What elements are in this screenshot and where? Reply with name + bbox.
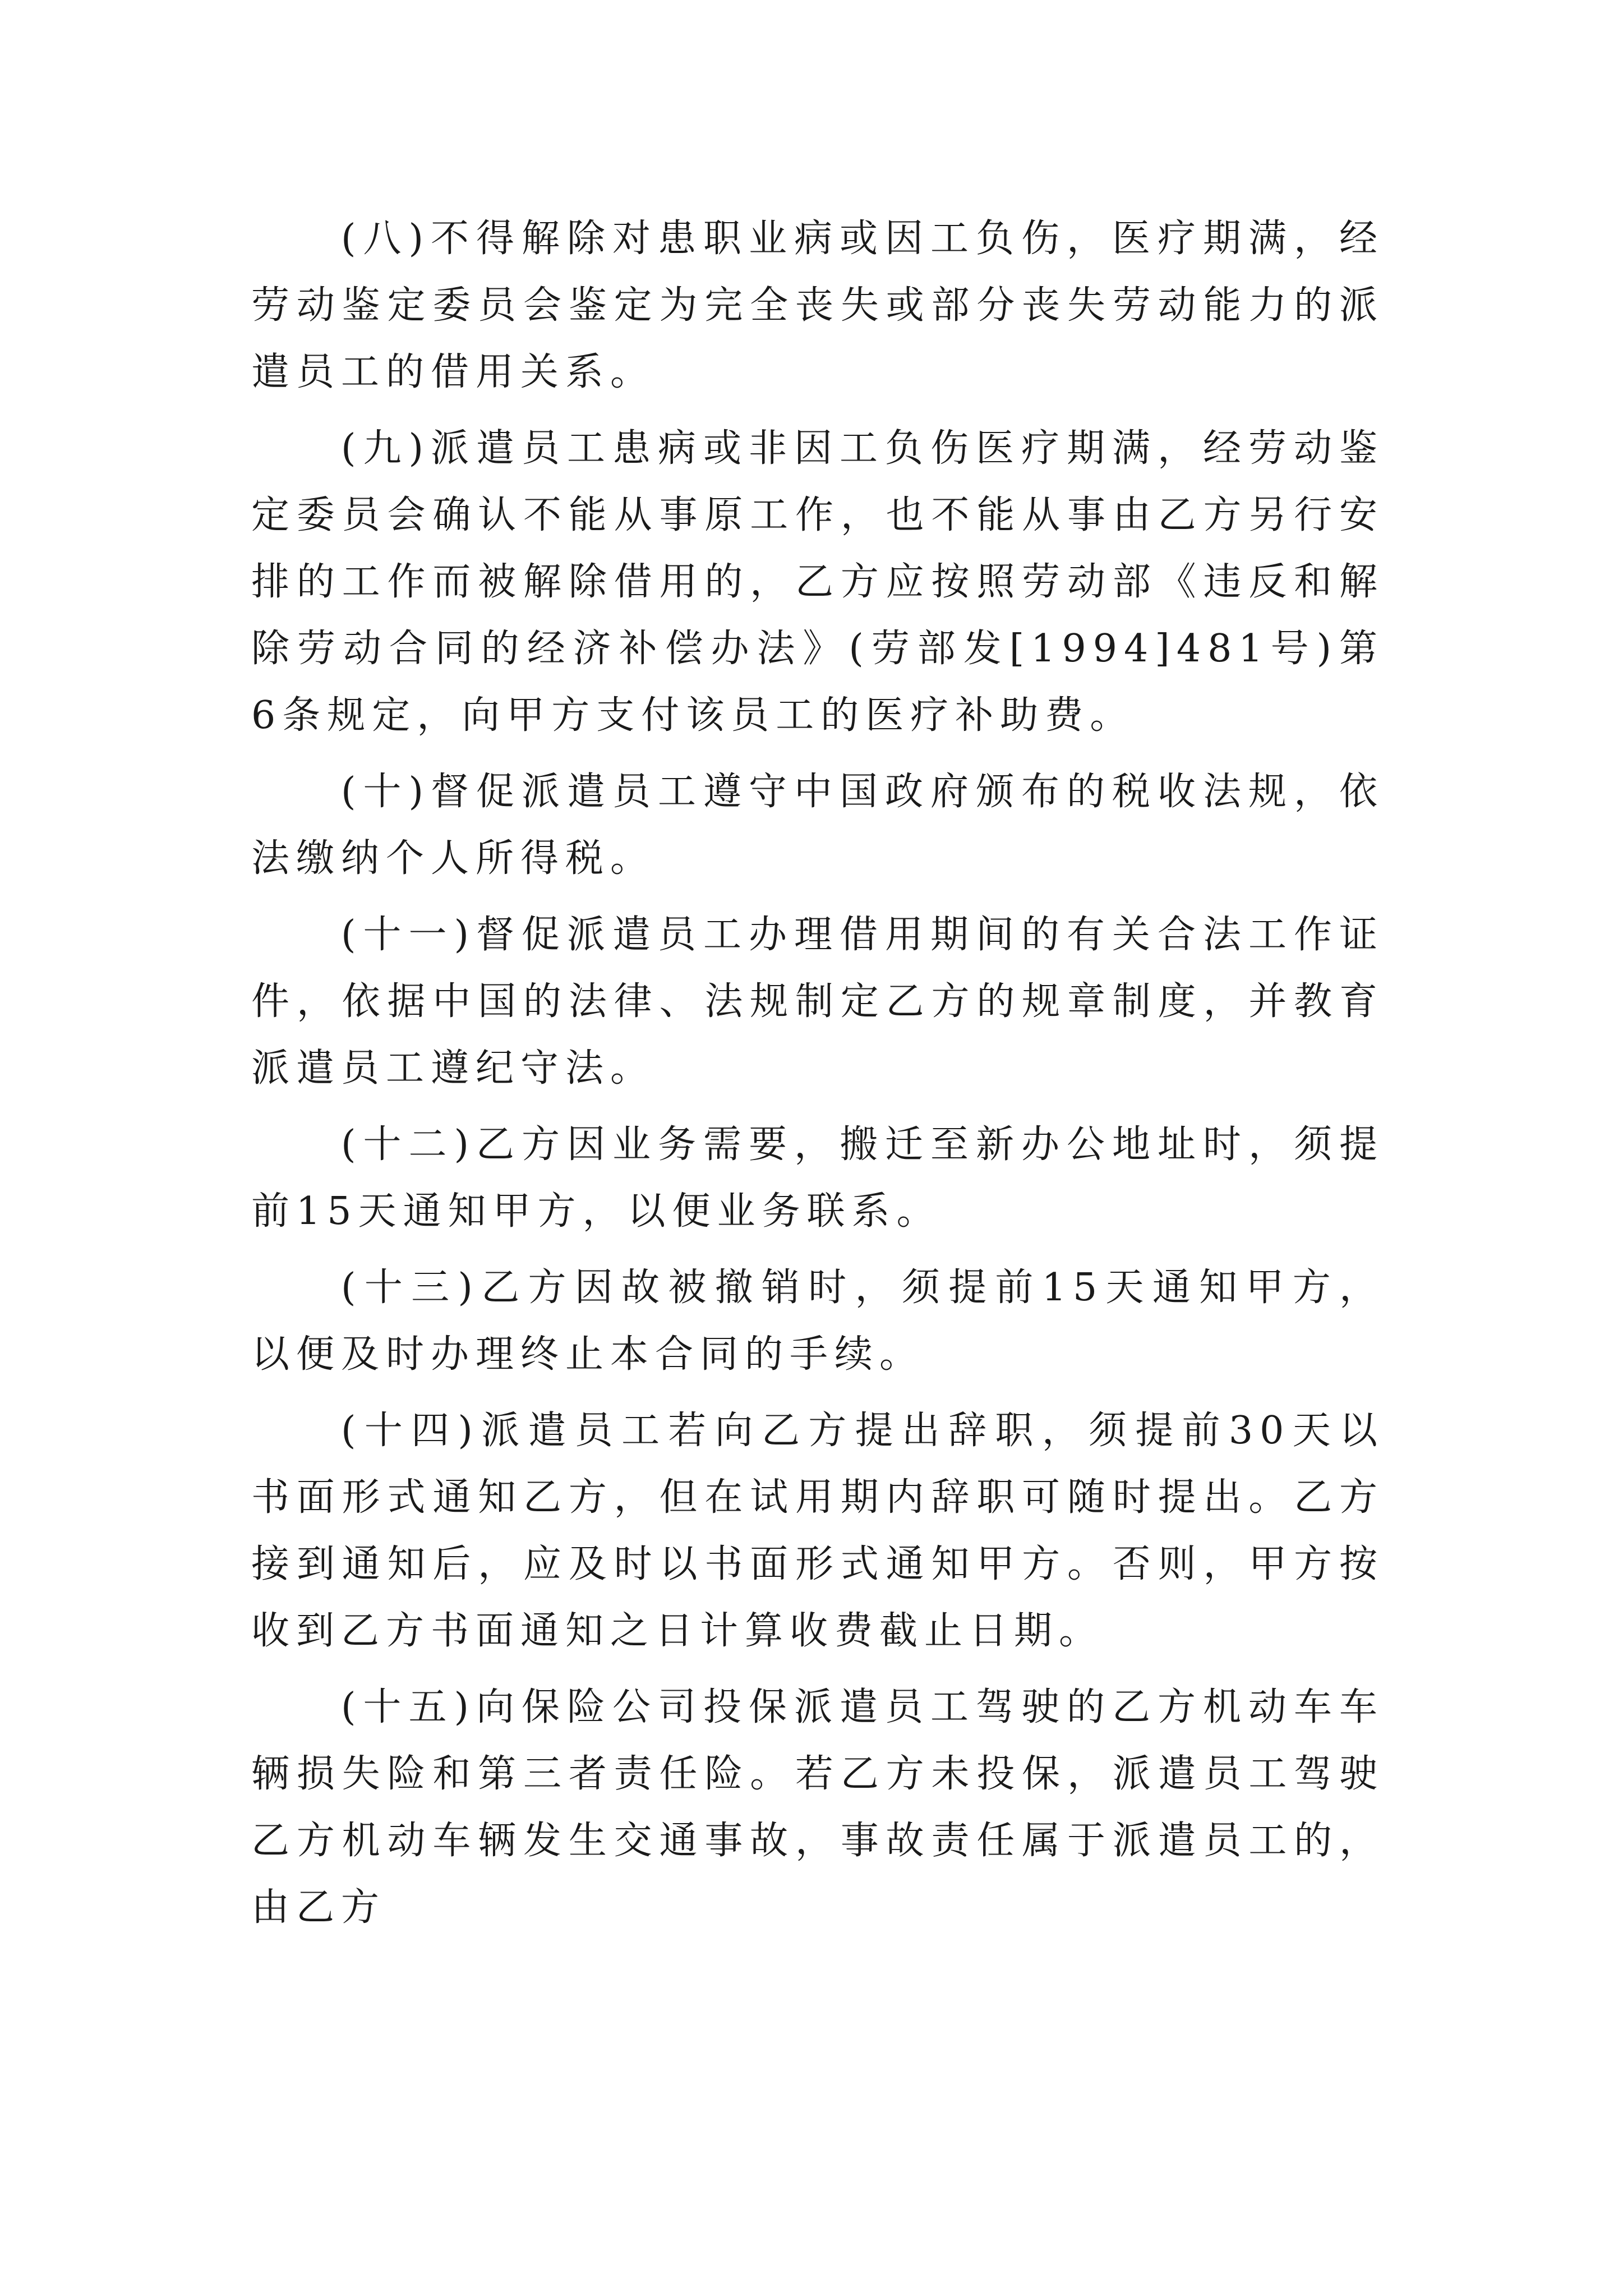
paragraph-clause-9: (九)派遣员工患病或非因工负伤医疗期满，经劳动鉴定委员会确认不能从事原工作，也不能从事由乙方另行安排的工作而被解除借用的，乙方应按照劳动部《违反和解除劳动合同的经济补偿办法》(劳部发[1994]481号)第6条规定，向甲方支付该员工的医疗补助费。 xyxy=(251,426,1384,738)
paragraph-clause-13: (十三)乙方因故被撤销时，须提前15天通知甲方，以便及时办理终止本合同的手续。 xyxy=(251,1266,1384,1377)
paragraph-clause-12: (十二)乙方因业务需要，搬迁至新办公地址时，须提前15天通知甲方，以便业务联系。 xyxy=(251,1122,1384,1234)
paragraph-clause-11: (十一)督促派遣员工办理借用期间的有关合法工作证件，依据中国的法律、法规制定乙方的规章制度，并教育派遣员工遵纪守法。 xyxy=(251,913,1384,1091)
paragraph-clause-8: (八)不得解除对患职业病或因工负伤，医疗期满，经劳动鉴定委员会鉴定为完全丧失或部分丧失劳动能力的派遣员工的借用关系。 xyxy=(251,217,1384,394)
paragraph-clause-10: (十)督促派遣员工遵守中国政府颁布的税收法规，依法缴纳个人所得税。 xyxy=(251,770,1384,881)
paragraph-clause-15: (十五)向保险公司投保派遣员工驾驶的乙方机动车车辆损失险和第三者责任险。若乙方未投保，派遣员工驾驶乙方机动车辆发生交通事故，事故责任属于派遣员工的，由乙方 xyxy=(251,1685,1384,1930)
document-body xyxy=(251,205,1384,1950)
paragraph-clause-14: (十四)派遣员工若向乙方提出辞职，须提前30天以书面形式通知乙方，但在试用期内辞职可随时提出。乙方接到通知后，应及时以书面形式通知甲方。否则，甲方按收到乙方书面通知之日计算收费截止日期。 xyxy=(251,1409,1384,1653)
